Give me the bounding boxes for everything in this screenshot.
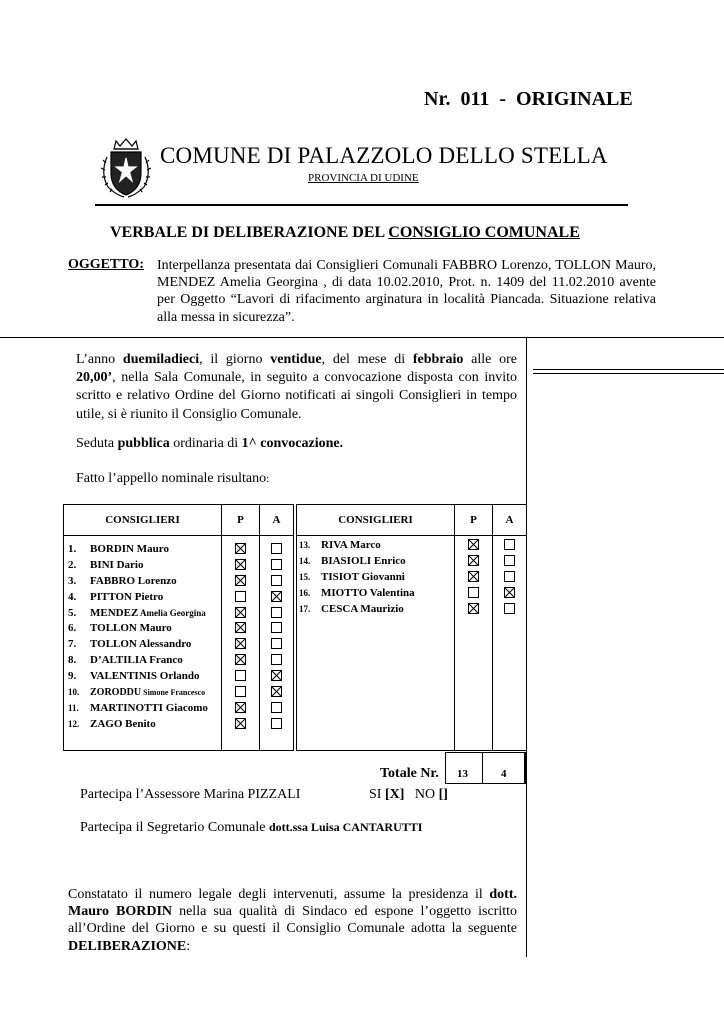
present-checkbox — [235, 654, 246, 665]
absent-checkboxes-right — [493, 536, 527, 751]
absent-checkbox — [271, 575, 282, 586]
present-checkboxes-right — [455, 536, 493, 751]
councillor-name: 17. CESCA Maurizio — [299, 602, 404, 615]
absent-checkboxes-left — [260, 536, 296, 751]
absent-checkbox — [504, 603, 515, 614]
absent-checkbox — [271, 686, 282, 697]
absent-checkbox — [271, 638, 282, 649]
councillor-name: 6. TOLLON Mauro — [68, 622, 172, 635]
col-header-consiglieri: CONSIGLIERI — [295, 505, 455, 536]
councillor-name: 4. PITTON Pietro — [68, 590, 164, 603]
oggetto-text: Interpellanza presentata dai Consiglieri Comunali FABBRO Lorenzo, TOLLON Mauro, MENDEZ Amelia Georgina , di data 10.02.2010, Prot. n. 1409 del 11.02.2010 avente per Oggetto “Lavori di rifacimento arginatura in località Piancada. Situazione relativa alla messa in sicurezza”. — [157, 258, 656, 325]
absent-checkbox — [271, 654, 282, 665]
councillor-list-right — [295, 536, 455, 751]
absent-checkbox — [271, 622, 282, 633]
present-checkbox — [235, 622, 246, 633]
present-checkbox — [468, 571, 479, 582]
present-checkbox — [468, 539, 479, 550]
present-checkbox — [235, 638, 246, 649]
present-checkboxes-left — [222, 536, 260, 751]
absent-checkbox — [271, 702, 282, 713]
present-checkbox — [235, 686, 246, 697]
segretario-line: Partecipa il Segretario Comunale dott.ssa Luisa CANTARUTTI — [80, 820, 423, 835]
totale-present: 13 — [457, 768, 468, 780]
present-checkbox — [235, 575, 246, 586]
councillor-name: 8. D’ALTILIA Franco — [68, 654, 183, 667]
councillor-name: 5. MENDEZ Amelia Georgina — [68, 606, 206, 619]
absent-checkbox — [504, 539, 515, 550]
present-checkbox — [468, 555, 479, 566]
section-divider — [0, 337, 724, 338]
councillor-name: 9. VALENTINIS Orlando — [68, 670, 200, 683]
absent-checkbox — [504, 555, 515, 566]
councillor-name: 13. RIVA Marco — [299, 539, 381, 551]
margin-rule — [533, 369, 724, 370]
present-checkbox — [235, 543, 246, 554]
present-checkbox — [235, 607, 246, 618]
councillor-name: 12. ZAGO Benito — [68, 717, 156, 730]
present-checkbox — [235, 702, 246, 713]
oggetto-label: OGGETTO: — [68, 257, 144, 272]
document-number: Nr. 011 - ORIGINALE — [424, 88, 633, 110]
attendance-body-row — [64, 536, 527, 751]
councillor-name: 7. TOLLON Alessandro — [68, 638, 192, 651]
present-checkbox — [468, 603, 479, 614]
roll-call-line: Fatto l’appello nominale risultano: — [76, 471, 270, 486]
header-divider — [95, 204, 628, 206]
present-checkbox — [235, 670, 246, 681]
absent-checkbox — [271, 607, 282, 618]
councillor-name: 3. FABBRO Lorenzo — [68, 574, 177, 587]
totale-absent: 4 — [501, 768, 507, 780]
municipal-crest-icon — [98, 137, 154, 199]
col-header-present: P — [455, 505, 493, 536]
councillor-name: 16. MIOTTO Valentina — [299, 586, 415, 599]
provincia-name: PROVINCIA DI UDINE — [308, 172, 419, 184]
councillor-name: 14. BIASIOLI Enrico — [299, 554, 406, 567]
absent-checkbox — [271, 718, 282, 729]
col-header-absent: A — [493, 505, 527, 536]
councillor-name: 10. ZORODDU Simone Francesco — [68, 687, 206, 699]
absent-checkbox — [271, 559, 282, 570]
absent-checkbox — [271, 591, 282, 602]
councillor-list-left — [64, 536, 222, 751]
absent-checkbox — [504, 587, 515, 598]
meeting-intro-paragraph: L’anno duemiladieci, il giorno ventidue, del mese di febbraio alle ore 20,00’, nella Sala Comunale, in seguito a convocazione disposta con invito scritto e relativo Ordine del Giorno notificati ai singoli Consiglieri in tempo utile, si è riunito il Consiglio Comunale. — [76, 352, 517, 422]
absent-checkbox — [271, 670, 282, 681]
present-checkbox — [235, 591, 246, 602]
totale-box-border — [524, 752, 527, 784]
totale-label: Totale Nr. — [380, 766, 439, 781]
assessore-si-no: SI [X] NO [] — [369, 787, 448, 802]
col-header-consiglieri: CONSIGLIERI — [64, 505, 222, 536]
col-header-absent: A — [260, 505, 296, 536]
assessore-line: Partecipa l’Assessore Marina PIZZALI — [80, 787, 301, 802]
seduta-line: Seduta pubblica ordinaria di 1^ convocazione. — [76, 436, 344, 451]
present-checkbox — [468, 587, 479, 598]
councillor-name: 2. BINI Dario — [68, 558, 144, 571]
absent-checkbox — [271, 543, 282, 554]
col-header-present: P — [222, 505, 260, 536]
attendance-header-row — [64, 505, 527, 536]
comune-name: COMUNE DI PALAZZOLO DELLO STELLA — [160, 143, 608, 168]
present-checkbox — [235, 718, 246, 729]
margin-rule — [533, 373, 724, 374]
attendance-table — [63, 504, 527, 751]
document-title: VERBALE DI DELIBERAZIONE DEL CONSIGLIO COMUNALE — [110, 224, 580, 241]
present-checkbox — [235, 559, 246, 570]
absent-checkbox — [504, 571, 515, 582]
councillor-name: 11. MARTINOTTI Giacomo — [68, 701, 208, 714]
closing-paragraph: Constatato il numero legale degli intervenuti, assume la presidenza il dott. Mauro BORDIN nella sua qualità di Sindaco ed espone l’oggetto iscritto all’Ordine del Giorno e su questi il Consiglio Comunale adotta la seguente DELIBERAZIONE: — [68, 887, 517, 954]
councillor-name: 15. TISIOT Giovanni — [299, 570, 405, 583]
councillor-name: 1. BORDIN Mauro — [68, 543, 169, 555]
